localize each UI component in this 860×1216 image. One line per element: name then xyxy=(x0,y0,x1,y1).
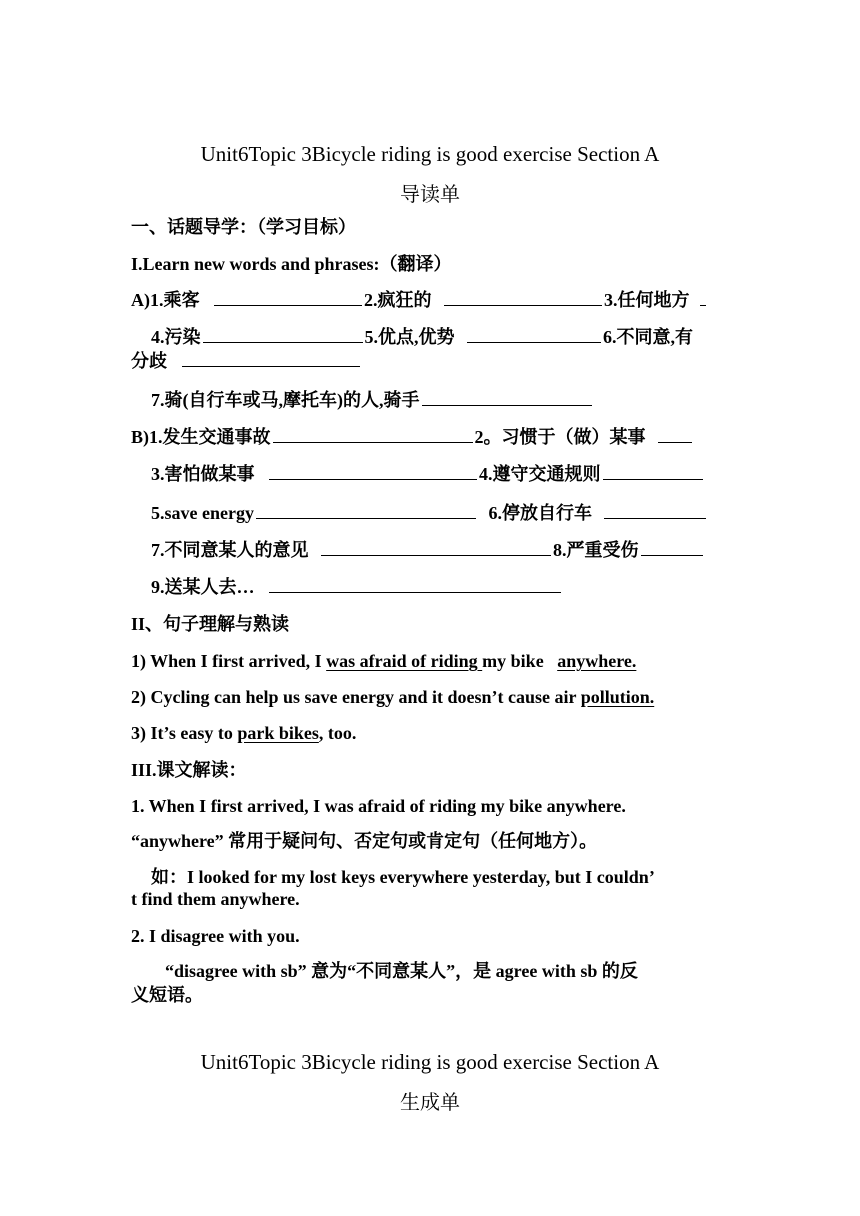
sentence-1 xyxy=(131,650,730,672)
blank-a3[interactable] xyxy=(700,289,706,306)
explain-1-example: 如：I looked for my lost keys everywhere yesterday, but I couldn’ xyxy=(151,867,655,887)
vocab-a6: 6.不同意,有 xyxy=(603,327,693,347)
blank-b1[interactable] xyxy=(273,426,473,443)
blank-b2[interactable] xyxy=(658,426,692,443)
blank-a1[interactable] xyxy=(214,289,362,306)
sentence-3-underline: park bikes xyxy=(237,723,319,743)
vocab-a5: 5.优点,优势 xyxy=(364,327,455,347)
vocab-row-a2 xyxy=(151,326,730,348)
vocab-row-a1 xyxy=(131,289,730,311)
blank-b9[interactable] xyxy=(269,576,561,593)
blank-b5[interactable] xyxy=(256,502,476,519)
sentence-2 xyxy=(131,686,730,708)
vocab-a4: 4.污染 xyxy=(151,327,201,347)
vocab-a2: 2.疯狂的 xyxy=(364,290,432,310)
vocab-a1: A)1.乘客 xyxy=(131,290,200,310)
blank-b6[interactable] xyxy=(604,502,706,519)
section1-heading: 一、话题导学：（学习目标） xyxy=(131,217,356,237)
sentence-3-text: 3) It’s easy to xyxy=(131,723,238,743)
part1-label: I.Learn new words and phrases:（翻译） xyxy=(131,254,452,274)
sentence-1-text-mid: my bike xyxy=(482,651,558,671)
blank-b4[interactable] xyxy=(603,463,703,480)
next-section-subtitle: 生成单 xyxy=(400,1092,460,1114)
vocab-b6: 6.停放自行车 xyxy=(488,503,592,523)
vocab-row-a3 xyxy=(151,389,730,411)
vocab-b8: 8.严重受伤 xyxy=(553,540,639,560)
blank-a4[interactable] xyxy=(203,326,363,343)
sentence-3 xyxy=(131,722,730,744)
blank-b3[interactable] xyxy=(269,463,477,480)
sentence-3-text-post: , too. xyxy=(318,723,357,743)
vocab-b7: 7.不同意某人的意见 xyxy=(151,540,309,560)
sentence-1-text: 1) When I first arrived, I xyxy=(131,651,327,671)
vocab-a6-cont: 分歧 xyxy=(131,351,167,371)
vocab-row-b2 xyxy=(151,463,730,485)
vocab-b1: B)1.发生交通事故 xyxy=(131,427,271,447)
section3-heading: III.课文解读： xyxy=(131,760,247,780)
section2-heading: II、句子理解与熟读 xyxy=(131,614,290,634)
explain-1-example-cont: t find them anywhere. xyxy=(131,889,300,909)
vocab-row-b5 xyxy=(151,576,730,598)
vocab-row-b1 xyxy=(131,426,730,448)
blank-a2[interactable] xyxy=(444,289,602,306)
blank-b7[interactable] xyxy=(321,539,551,556)
vocab-b4: 4.遵守交通规则 xyxy=(479,464,601,484)
vocab-row-b3 xyxy=(151,502,730,524)
vocab-b5: 5.save energy xyxy=(151,503,254,523)
page-title: Unit6Topic 3Bicycle riding is good exercise Section A xyxy=(200,142,660,166)
vocab-row-a2b xyxy=(131,350,730,372)
vocab-b2: 2。习惯于（做）某事 xyxy=(474,427,646,447)
page-subtitle: 导读单 xyxy=(400,184,460,206)
vocab-a7: 7.骑(自行车或马,摩托车)的人,骑手 xyxy=(151,390,420,410)
vocab-b3: 3.害怕做某事 xyxy=(151,464,255,484)
blank-a5[interactable] xyxy=(467,326,601,343)
blank-a7[interactable] xyxy=(422,389,592,406)
explain-2-note-cont: 义短语。 xyxy=(131,985,203,1005)
sentence-1-underline-1: was afraid of riding xyxy=(326,651,483,671)
sentence-1-underline-2: anywhere. xyxy=(557,651,637,671)
explain-1: 1. When I first arrived, I was afraid of riding my bike anywhere. xyxy=(131,796,626,816)
vocab-row-b4 xyxy=(151,539,730,561)
explain-1-note: “anywhere” 常用于疑问句、否定句或肯定句（任何地方）。 xyxy=(131,831,598,851)
explain-2-note: “disagree with sb” 意为“不同意某人”，是 agree with sb 的反 xyxy=(165,961,638,981)
explain-2: 2. I disagree with you. xyxy=(131,926,300,946)
sentence-2-text: 2) Cycling can help us save energy and it doesn’t cause air xyxy=(131,687,581,707)
next-section-title: Unit6Topic 3Bicycle riding is good exercise Section A xyxy=(200,1050,660,1074)
blank-b8[interactable] xyxy=(641,539,703,556)
sentence-2-underline: pollution. xyxy=(580,687,655,707)
vocab-b9: 9.送某人去… xyxy=(151,577,255,597)
blank-a6[interactable] xyxy=(182,350,360,367)
vocab-a3: 3.任何地方 xyxy=(604,290,690,310)
